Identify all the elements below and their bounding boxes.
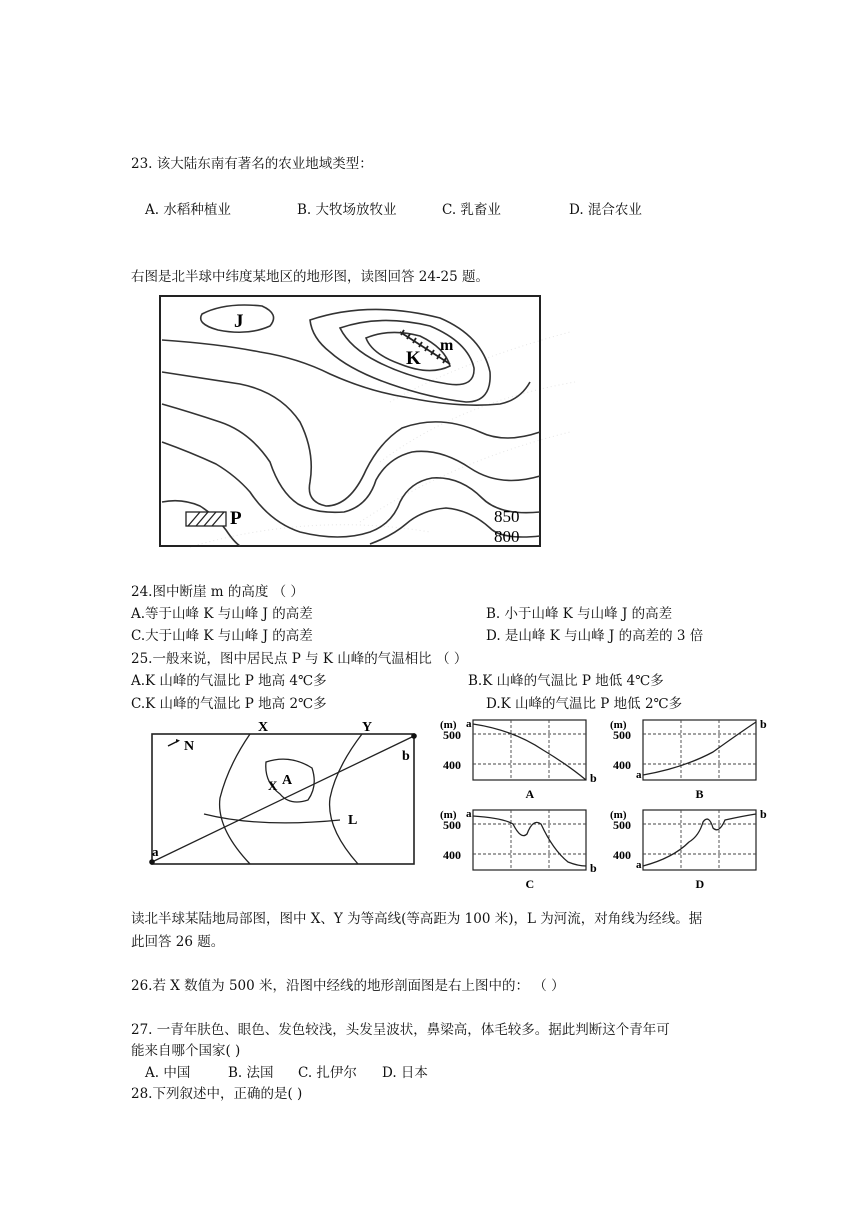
profile-unit-label: (m) bbox=[610, 809, 627, 821]
profile-title: D bbox=[695, 877, 705, 891]
profile-title: C bbox=[525, 877, 535, 891]
contour-y bbox=[330, 734, 362, 864]
q27-option-c: C. 扎伊尔 bbox=[298, 1065, 357, 1081]
profile-left-label: a bbox=[466, 718, 472, 730]
peak-k-label: K bbox=[406, 348, 421, 369]
q25-option-a: A.K 山峰的气温比 P 地高 4℃多 bbox=[131, 673, 327, 689]
profile-charts-svg bbox=[438, 714, 768, 902]
intro-26-line1: 读北半球某陆地局部图，图中 X、Y 为等高线(等高距为 100 米)，L 为河流，对角线为经线。据 bbox=[131, 911, 703, 927]
q24-option-d: D. 是山峰 K 与山峰 J 的高差的 3 倍 bbox=[486, 628, 704, 644]
profile-tick-400: 400 bbox=[613, 758, 631, 772]
profile-right-label: b bbox=[760, 807, 767, 821]
label-x-inner: X bbox=[268, 778, 278, 793]
label-y: Y bbox=[362, 720, 373, 735]
profile-tick-500: 500 bbox=[613, 818, 631, 832]
profile-right-label: b bbox=[590, 861, 597, 875]
q26-stem: 26.若 X 数值为 500 米，沿图中经线的地形剖面图是右上图中的： （ ） bbox=[131, 978, 565, 994]
q23-option-a: A. 水稻种植业 bbox=[145, 202, 231, 218]
label-l: L bbox=[348, 813, 358, 828]
q25-option-c: C.K 山峰的气温比 P 地高 2℃多 bbox=[131, 696, 327, 712]
q24-option-c: C.大于山峰 K 与山峰 J 的高差 bbox=[131, 628, 313, 644]
profile-panel-d bbox=[643, 810, 756, 870]
profile-tick-500: 500 bbox=[443, 818, 461, 832]
profile-title: A bbox=[525, 787, 535, 801]
profile-tick-500: 500 bbox=[613, 728, 631, 742]
meridian-line bbox=[152, 736, 414, 862]
profile-frame bbox=[473, 720, 586, 780]
profile-curve-a bbox=[473, 724, 586, 780]
profile-tick-500: 500 bbox=[443, 728, 461, 742]
profile-right-label: b bbox=[760, 717, 767, 731]
contour-lines bbox=[162, 305, 540, 546]
settlement-p-label: P bbox=[230, 508, 242, 529]
q27-stem-line1: 27. 一青年肤色、眼色、发色较浅，头发呈波状，鼻梁高，体毛较多。据此判断这个青年可 bbox=[131, 1022, 670, 1038]
profile-right-label: b bbox=[590, 771, 597, 785]
profile-left-label: a bbox=[636, 859, 642, 871]
label-b: b bbox=[402, 749, 410, 764]
label-a-point: a bbox=[152, 844, 159, 859]
point-a bbox=[149, 859, 155, 865]
contour-850-label: 850 bbox=[494, 507, 520, 526]
q27-option-a: A. 中国 bbox=[145, 1065, 191, 1081]
q24-option-b: B. 小于山峰 K 与山峰 J 的高差 bbox=[486, 606, 673, 622]
river-l bbox=[204, 814, 340, 823]
settlement-p-symbol bbox=[186, 512, 226, 526]
q27-stem-line2: 能来自哪个国家( ) bbox=[131, 1043, 241, 1059]
label-x-top: X bbox=[258, 720, 269, 735]
q23-option-b: B. 大牧场放牧业 bbox=[297, 202, 397, 218]
label-n: N bbox=[184, 739, 195, 754]
q24-option-a: A.等于山峰 K 与山峰 J 的高差 bbox=[131, 606, 313, 622]
profile-panel-c bbox=[473, 810, 586, 870]
profile-left-label: a bbox=[466, 808, 472, 820]
cliff-m-label: m bbox=[440, 337, 454, 354]
contour-800-label: 800 bbox=[494, 527, 520, 546]
profile-unit-label: (m) bbox=[610, 719, 627, 731]
q27-option-d: D. 日本 bbox=[382, 1065, 428, 1081]
profile-panel-b bbox=[643, 720, 756, 780]
q27-option-b: B. 法国 bbox=[228, 1065, 274, 1081]
q24-stem: 24.图中断崖 m 的高度 （ ） bbox=[131, 584, 304, 600]
profile-curve-c bbox=[473, 816, 586, 866]
q23-option-d: D. 混合农业 bbox=[569, 202, 642, 218]
profile-tick-400: 400 bbox=[613, 848, 631, 862]
profile-tick-400: 400 bbox=[443, 848, 461, 862]
local-map bbox=[140, 716, 425, 876]
label-a-area: A bbox=[282, 773, 293, 788]
q23-option-c: C. 乳畜业 bbox=[442, 202, 501, 218]
point-b bbox=[411, 733, 417, 739]
q23-stem: 23. 该大陆东南有著名的农业地域类型： bbox=[131, 156, 373, 172]
profile-tick-400: 400 bbox=[443, 758, 461, 772]
q25-stem: 25.一般来说，图中居民点 P 与 K 山峰的气温相比 （ ） bbox=[131, 651, 468, 667]
contour-x bbox=[220, 734, 250, 864]
profile-title: B bbox=[695, 787, 704, 801]
q28-stem: 28.下列叙述中，正确的是( ) bbox=[131, 1086, 303, 1102]
profile-unit-label: (m) bbox=[440, 719, 457, 731]
q25-option-d: D.K 山峰的气温比 P 地低 2℃多 bbox=[486, 696, 683, 712]
profile-curve-b bbox=[643, 722, 756, 775]
peak-j-label: J bbox=[234, 311, 244, 332]
profile-unit-label: (m) bbox=[440, 809, 457, 821]
intro-24-25: 右图是北半球中纬度某地区的地形图，读图回答 24-25 题。 bbox=[131, 269, 489, 285]
profile-left-label: a bbox=[636, 769, 642, 781]
profile-frame bbox=[473, 810, 586, 870]
profile-charts bbox=[438, 714, 768, 902]
profile-curve-d bbox=[643, 814, 756, 866]
profile-panel-a bbox=[473, 720, 586, 780]
contour-map bbox=[130, 292, 585, 554]
intro-26-line2: 此回答 26 题。 bbox=[131, 934, 225, 950]
q25-option-b: B.K 山峰的气温比 P 地低 4℃多 bbox=[468, 673, 664, 689]
